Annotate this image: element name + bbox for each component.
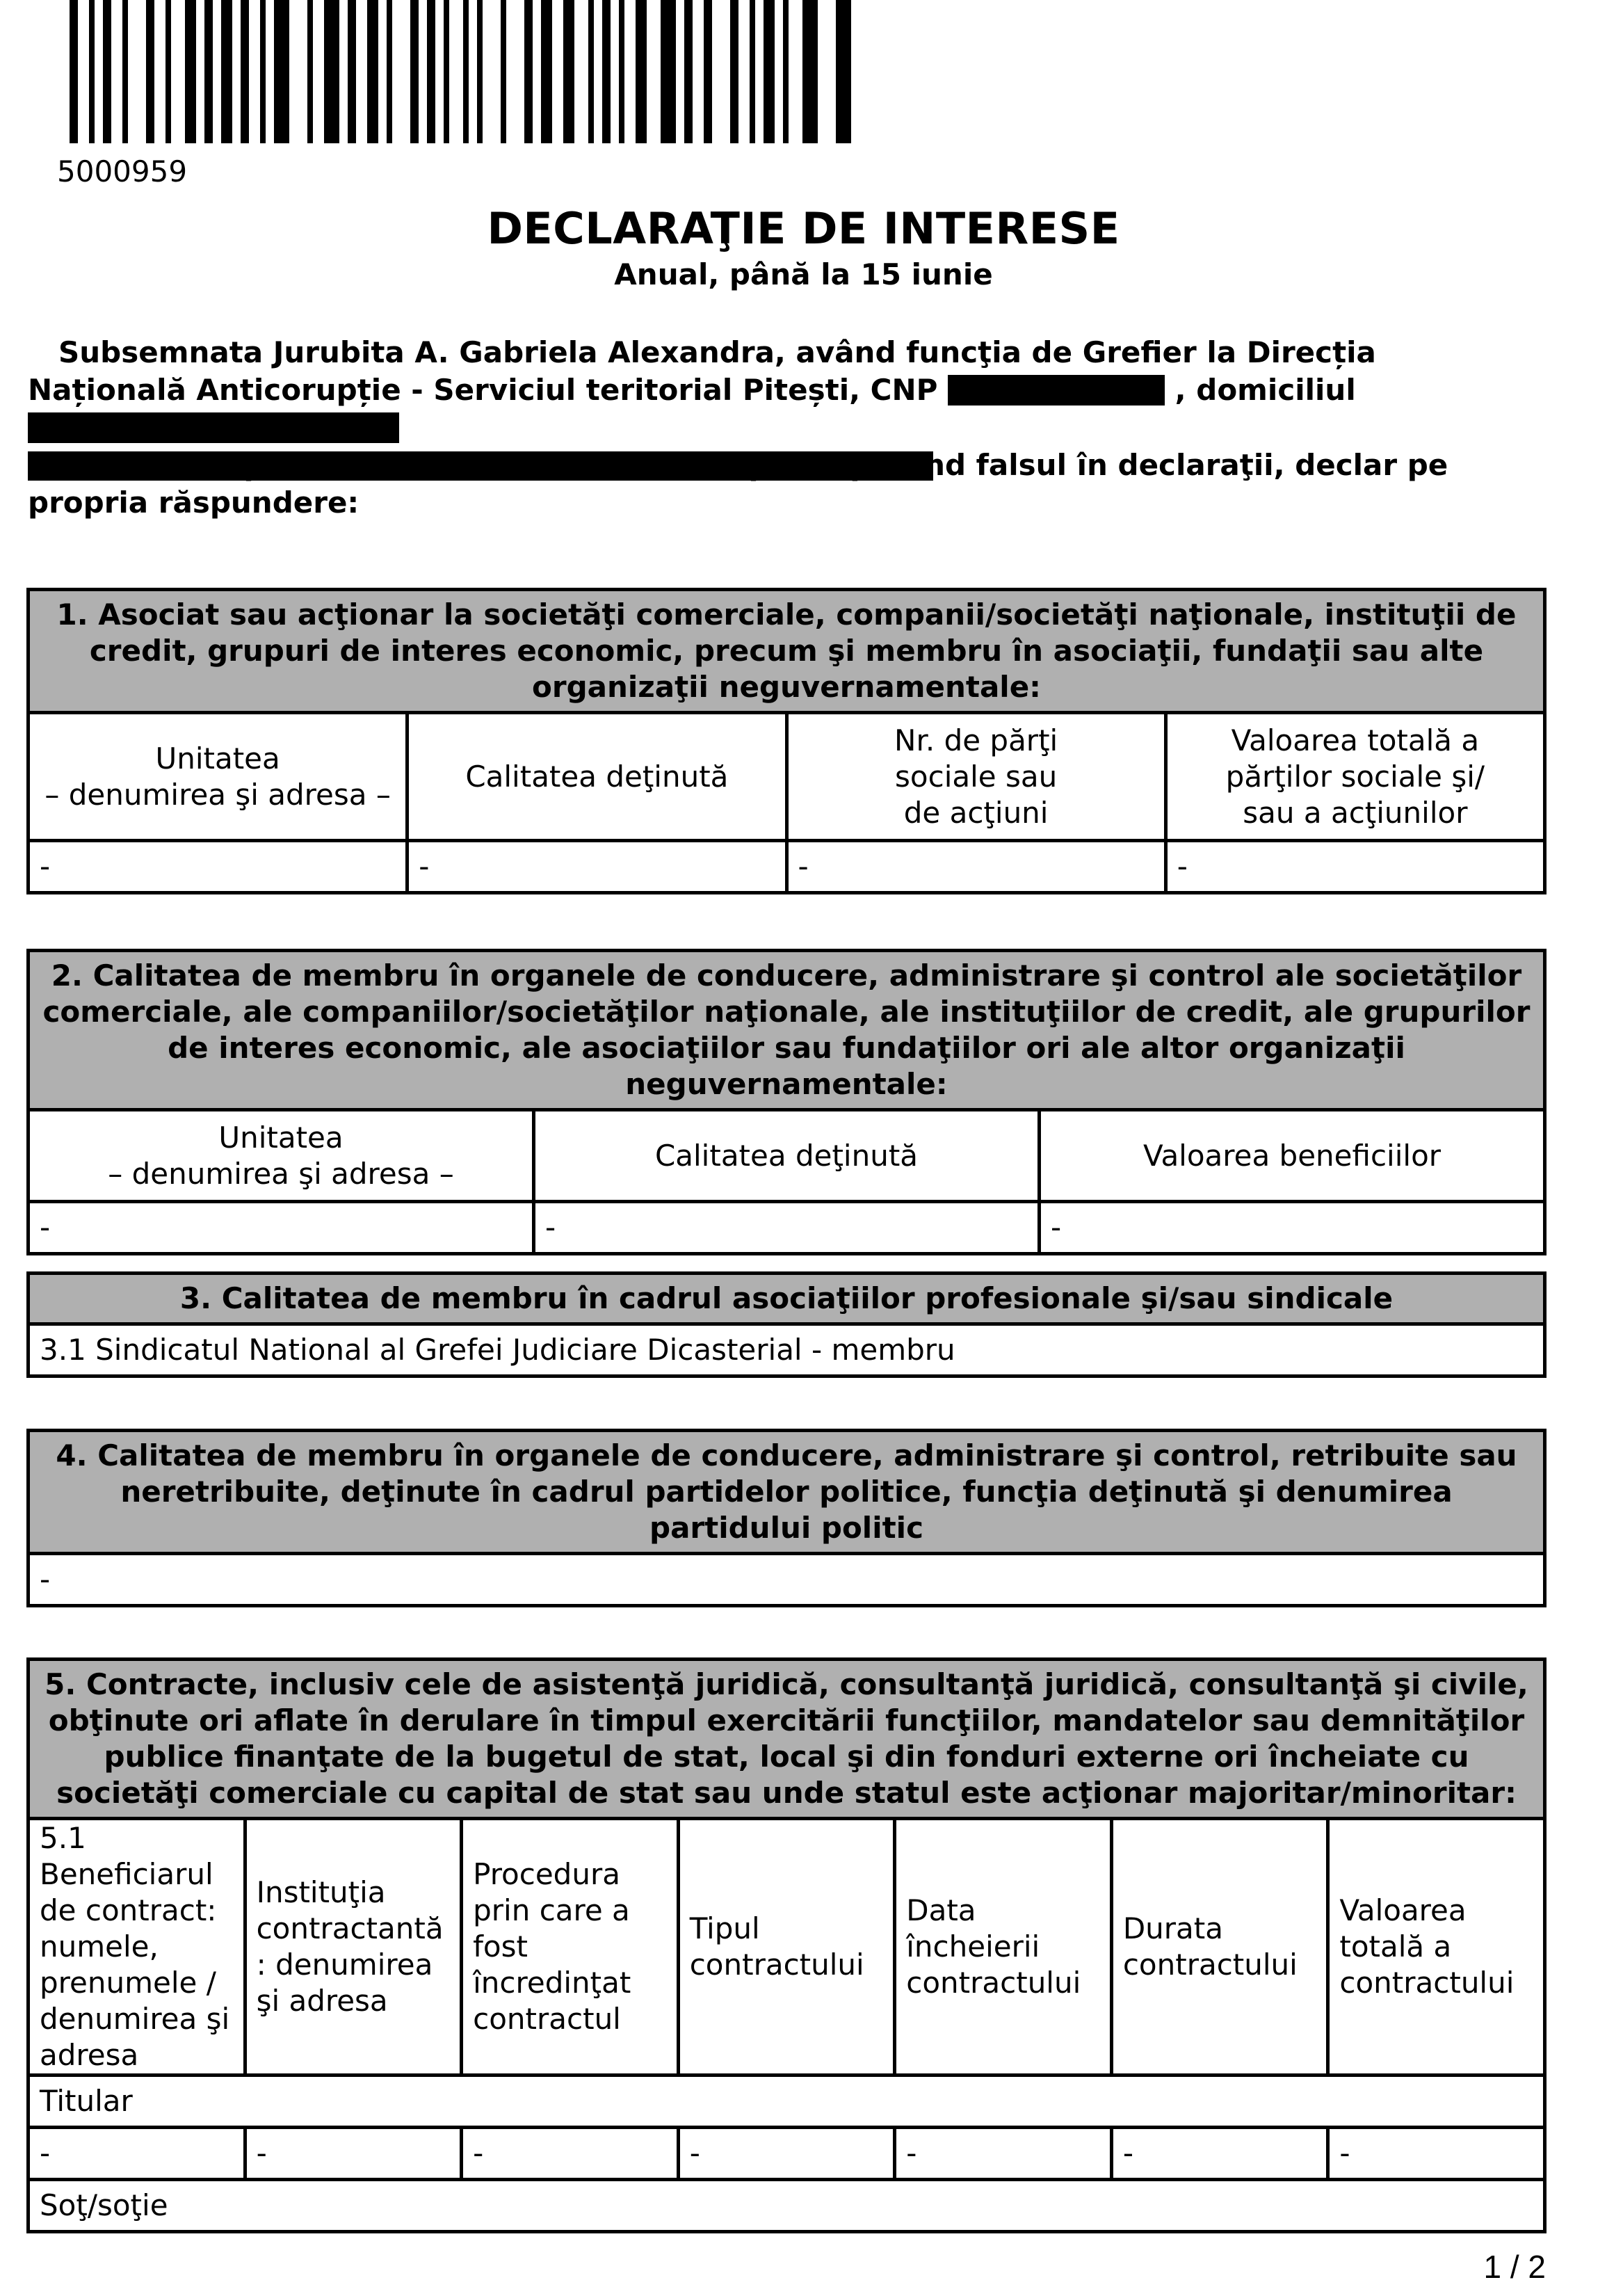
barcode-bar	[70, 0, 78, 143]
barcode-bar	[165, 0, 171, 143]
barcode-bar	[750, 0, 755, 143]
section-5-col-institution	[245, 1819, 462, 2076]
section-5-cell: -	[29, 2128, 245, 2180]
section-5-titular-label: Titular	[29, 2076, 1545, 2128]
barcode-bar	[501, 0, 506, 143]
section-5-cell: -	[245, 2128, 462, 2180]
section-5-table	[26, 1657, 1547, 2233]
column-header-line: Instituţia	[256, 1875, 386, 1909]
barcode-bar	[204, 0, 213, 143]
barcode-number: 5000959	[57, 154, 188, 188]
barcode-bar	[260, 0, 266, 143]
section-4-heading: 4. Calitatea de membru în organele de conducere, administrare şi control, retribuite sau neretribuite, deţinute în cadrul partidelor politice, funcţia deţinută şi denumirea partidului politic	[29, 1431, 1545, 1554]
section-1-col-value	[1165, 713, 1544, 841]
column-header-line: totală a	[1339, 1929, 1452, 1964]
barcode-bar	[410, 0, 419, 143]
barcode-bar	[89, 0, 95, 143]
column-header-line: contractului	[1122, 1948, 1298, 1982]
barcode-bar	[185, 0, 196, 143]
column-header-line: Unitatea	[155, 741, 280, 776]
barcode-bar	[307, 0, 313, 143]
column-header-line: denumirea şi	[40, 2002, 230, 2036]
column-header-line: Valoarea totală a	[1231, 723, 1480, 757]
barcode-bar	[103, 0, 111, 143]
section-5-col-duration	[1111, 1819, 1328, 2076]
section-1-cell: -	[407, 841, 786, 893]
section-3-entry: 3.1 Sindicatul National al Grefei Judiciare Dicasterial - membru	[29, 1324, 1545, 1376]
column-header-line: Calitatea deţinută	[654, 1138, 919, 1173]
section-2-heading: 2. Calitatea de membru în organele de conducere, administrare şi control ale societăţilor comerciale, ale companiilor/societăţilor naţionale, ale instituţiilor de credit, ale grupurilor de interes economic, ale asociaţiilor sau fundaţiilor ori ale altor organizaţii neguvernamentale:	[29, 951, 1545, 1110]
column-header-line: – denumirea şi adresa –	[45, 777, 391, 812]
column-header-line: fost	[473, 1929, 528, 1964]
barcode-bar	[636, 0, 647, 143]
document-subtitle: Anual, până la 15 iunie	[614, 257, 993, 291]
barcode-bar	[221, 0, 232, 143]
section-5-cell: -	[678, 2128, 895, 2180]
column-header-line: contractantă	[256, 1911, 444, 1945]
barcode-bar	[563, 0, 574, 143]
barcode-bar	[541, 0, 552, 143]
barcode-bar	[463, 0, 469, 143]
column-header-line: Data	[906, 1893, 976, 1927]
section-5-cell: -	[1328, 2128, 1545, 2180]
column-header-line: prenumele /	[40, 1966, 216, 2000]
column-header-line: contractul	[473, 2002, 621, 2036]
barcode-bar	[122, 0, 128, 143]
barcode-bar	[836, 0, 851, 143]
barcode-bar	[588, 0, 594, 143]
section-5-spouse-label: Soţ/soţie	[29, 2180, 1545, 2232]
column-header-line: şi adresa	[256, 1984, 388, 2018]
column-header-line: de acţiuni	[903, 795, 1049, 830]
section-2-col-role	[534, 1110, 1040, 1202]
column-header-line: adresa	[40, 2038, 139, 2072]
column-header-line: încheierii	[906, 1929, 1040, 1964]
barcode-bar	[704, 0, 712, 143]
section-2-cell: -	[1040, 1202, 1545, 1254]
barcode-bar	[274, 0, 289, 143]
barcode-bar	[444, 0, 449, 143]
barcode-bar	[602, 0, 611, 143]
barcode-bar	[387, 0, 392, 143]
column-header-line: contractului	[689, 1948, 864, 1982]
section-2-cell: -	[534, 1202, 1040, 1254]
column-header-line: – denumirea şi adresa –	[108, 1156, 454, 1191]
barcode-bar	[146, 0, 154, 143]
barcode-bar	[684, 0, 693, 143]
section-4-entry: -	[29, 1554, 1545, 1606]
section-1-cell: -	[1165, 841, 1544, 893]
section-2-table	[26, 949, 1547, 1255]
redacted-cnp	[948, 375, 1165, 406]
column-header-line: Valoarea	[1339, 1893, 1467, 1927]
barcode-bar	[730, 0, 738, 143]
barcode-bar	[477, 0, 483, 143]
section-1-col-unit	[29, 713, 407, 841]
barcode-bar	[427, 0, 435, 143]
section-5-cell: -	[895, 2128, 1112, 2180]
section-3-heading: 3. Calitatea de membru în cadrul asociaţiilor profesionale şi/sau sindicale	[29, 1274, 1545, 1324]
column-header-line: încredinţat	[473, 1966, 631, 2000]
section-5-col-procedure	[462, 1819, 679, 2076]
section-5-col-value	[1328, 1819, 1545, 2076]
section-1-table	[26, 588, 1547, 894]
barcode-bar	[661, 0, 676, 143]
column-header-line: Procedura	[473, 1857, 620, 1891]
barcode-bar	[367, 0, 378, 143]
declaration-responsibility	[28, 447, 1544, 522]
column-header-line: de contract:	[40, 1893, 217, 1927]
section-1-cell: -	[786, 841, 1165, 893]
section-5-cell: -	[1111, 2128, 1328, 2180]
column-header-line: Nr. de părţi	[894, 723, 1058, 757]
barcode-bar	[241, 0, 249, 143]
barcode-bar	[524, 0, 533, 143]
column-header-line: Tipul	[689, 1911, 760, 1945]
column-header-line: 5.1 Beneficiarul	[40, 1821, 213, 1891]
column-header-line: contractului	[1339, 1966, 1515, 2000]
declarant-text: Subsemnata Jurubita A. Gabriela Alexandra, având funcţia de Grefier la Direcția Națională Anticorupție - Serviciul teritorial Pitești, CNP	[28, 335, 1376, 407]
section-5-heading: 5. Contracte, inclusiv cele de asistenţă juridică, consultanţă juridică, consultanţă şi civile, obţinute ori aflate în derulare în timpul exercitării funcţiilor, mandatelor sau demnităţilor publice finanţate de la bugetul de stat, local şi din fonduri externe ori încheiate cu societăţi comerciale cu capital de stat sau unde statul este acţionar majoritar/minoritar:	[29, 1660, 1545, 1819]
page-number: 1 / 2	[1483, 2249, 1546, 2285]
responsibility-text: cunoscând prevederile art. 292 din Codul penal privind falsul în declaraţii, declar pe propria răspundere:	[28, 448, 1448, 520]
barcode-bar	[802, 0, 818, 143]
barcode	[70, 0, 855, 143]
column-header-line: : denumirea	[256, 1948, 433, 1982]
column-header-line: Calitatea deţinută	[465, 759, 729, 794]
barcode-bar	[783, 0, 789, 143]
barcode-bar	[324, 0, 339, 143]
section-1-heading: 1. Asociat sau acţionar la societăţi comerciale, companii/societăţi naţionale, instituţii de credit, grupuri de interes economic, precum şi membru în asociaţii, fundaţii sau alte organizaţii neguvernamentale:	[29, 590, 1545, 713]
document-title: DECLARAŢIE DE INTERESE	[487, 203, 1120, 254]
section-1-col-role	[407, 713, 786, 841]
column-header-line: Durata	[1122, 1911, 1223, 1945]
domicile-label: , domiciliul	[1174, 373, 1356, 407]
section-2-col-unit	[29, 1110, 534, 1202]
section-5-cell: -	[462, 2128, 679, 2180]
column-header-line: prin care a	[473, 1893, 630, 1927]
section-3-table	[26, 1271, 1547, 1378]
section-4-table	[26, 1429, 1547, 1607]
column-header-line: contractului	[906, 1966, 1081, 2000]
redacted-domicile	[28, 412, 399, 443]
section-5-col-date	[895, 1819, 1112, 2076]
column-header-line: sociale sau	[895, 759, 1058, 794]
section-2-col-benefits	[1040, 1110, 1545, 1202]
column-header-line: Valoarea beneficiilor	[1142, 1138, 1442, 1173]
column-header-line: părţilor sociale şi/	[1225, 759, 1485, 794]
barcode-bar	[619, 0, 624, 143]
section-1-col-shares	[786, 713, 1165, 841]
section-1-cell: -	[29, 841, 407, 893]
barcode-bar	[764, 0, 775, 143]
section-2-cell: -	[29, 1202, 534, 1254]
column-header-line: Unitatea	[218, 1120, 344, 1155]
column-header-line: numele,	[40, 1929, 159, 1964]
section-5-col-beneficiary	[29, 1819, 245, 2076]
section-5-col-type	[678, 1819, 895, 2076]
barcode-bar	[348, 0, 356, 143]
column-header-line: sau a acţiunilor	[1243, 795, 1468, 830]
